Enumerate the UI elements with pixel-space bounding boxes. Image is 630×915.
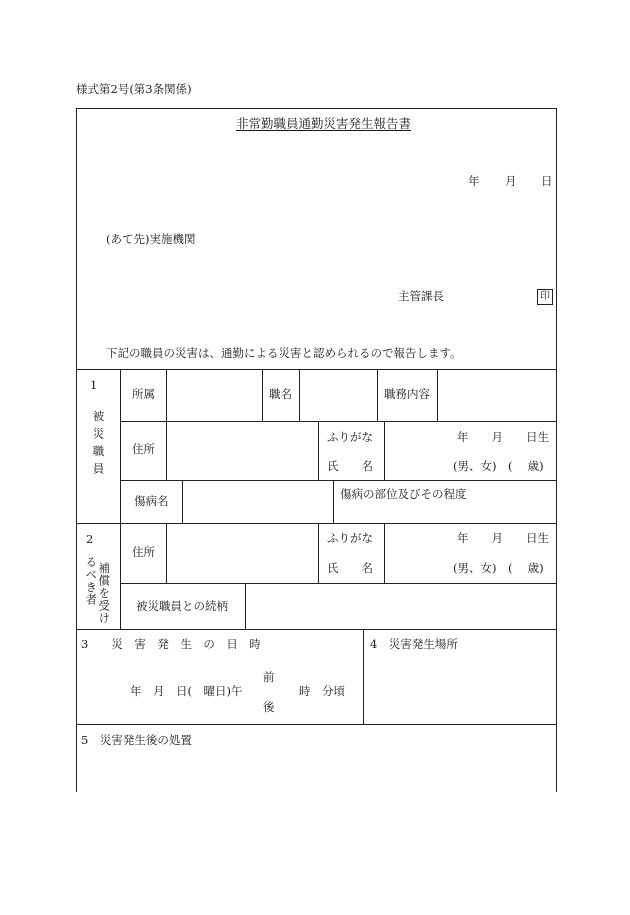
frame-left [76, 108, 77, 792]
sec1-vertical-label: 被災職員 [91, 410, 106, 480]
frame-right [556, 108, 557, 792]
affiliation-label: 所属 [132, 387, 155, 401]
sec4-heading: 4 災害発生場所 [370, 637, 458, 651]
sex-age-label-2: (男、女) ( 歳) [453, 561, 544, 575]
sec3-heading: 3 災 害 発 生 の 日 時 [81, 637, 261, 651]
sec2-vertical-label-1: 補償を受け [97, 562, 112, 625]
sec5-heading: 5 災害発生後の処置 [81, 733, 192, 747]
name-label-2: 氏 名 [327, 561, 373, 575]
seal-mark: 印 [537, 289, 553, 305]
sec2-r1-v1 [166, 523, 167, 583]
sex-age-label-1: (男、女) ( 歳) [453, 459, 544, 473]
sec1-r3-v1 [182, 480, 183, 523]
injury-detail-label: 傷病の部位及びその程度 [340, 487, 467, 501]
form-title: 非常勤職員通勤災害発生報告書 [236, 116, 412, 131]
sec1-r3-v2 [333, 480, 334, 523]
sec1-r1-v3 [299, 369, 300, 421]
duties-label: 職務内容 [384, 387, 430, 401]
sec2-r1-v2 [318, 523, 319, 583]
date-year: 年 [468, 174, 480, 188]
sec1-r1-v5 [437, 369, 438, 421]
statement: 下記の職員の災害は、通勤による災害と認められるので報告します。 [106, 346, 462, 360]
sec1-r1-bottom [120, 421, 557, 422]
sec3-sec4-divider [363, 629, 364, 724]
sec1-label-col [120, 369, 121, 523]
date-day: 日 [541, 174, 553, 188]
sec1-r2-v1 [166, 421, 167, 480]
injury-name-label: 傷病名 [134, 494, 169, 508]
birth-label-2: 年 月 日生 [457, 531, 549, 545]
sec1-r2-v3 [384, 421, 385, 480]
furigana-label-1: ふりがな [327, 430, 373, 444]
sec2-label-col [120, 523, 121, 629]
sec3-pm: 後 [263, 700, 275, 714]
address-label-1: 住所 [132, 442, 155, 456]
form-number: 様式第2号(第3条関係) [76, 82, 192, 96]
sec3-time: 時 分頃 [299, 684, 345, 698]
sec1-top-line [76, 369, 557, 370]
sec2-r2-v1 [245, 583, 246, 629]
addressee: (あて先)実施機関 [106, 232, 196, 246]
job-title-label: 職名 [269, 387, 292, 401]
sec3-am: 前 [263, 670, 275, 684]
frame-top [76, 108, 557, 109]
name-label-1: 氏 名 [327, 459, 373, 473]
address-label-2: 住所 [132, 545, 155, 559]
sec3-date-line: 年 月 日( 曜日)午 [130, 684, 243, 698]
sec1-number: 1 [90, 378, 98, 392]
date-month: 月 [505, 174, 517, 188]
sec2-r1-bottom [120, 583, 557, 584]
sec3-top-line [76, 629, 557, 630]
sec1-r2-bottom [120, 480, 557, 481]
sec2-r1-v3 [384, 523, 385, 583]
sec1-r1-v2 [262, 369, 263, 421]
sec5-top-line [76, 724, 557, 725]
sec2-top-line [76, 523, 557, 524]
birth-label-1: 年 月 日生 [457, 430, 549, 444]
chief-label: 主管課長 [398, 289, 444, 303]
sec2-number: 2 [86, 532, 94, 546]
sec1-r1-v1 [166, 369, 167, 421]
furigana-label-2: ふりがな [327, 531, 373, 545]
relation-label: 被災職員との続柄 [136, 599, 228, 613]
sec1-r2-v2 [318, 421, 319, 480]
sec1-r1-v4 [377, 369, 378, 421]
sec2-vertical-label-2: るべき者 [84, 556, 99, 606]
